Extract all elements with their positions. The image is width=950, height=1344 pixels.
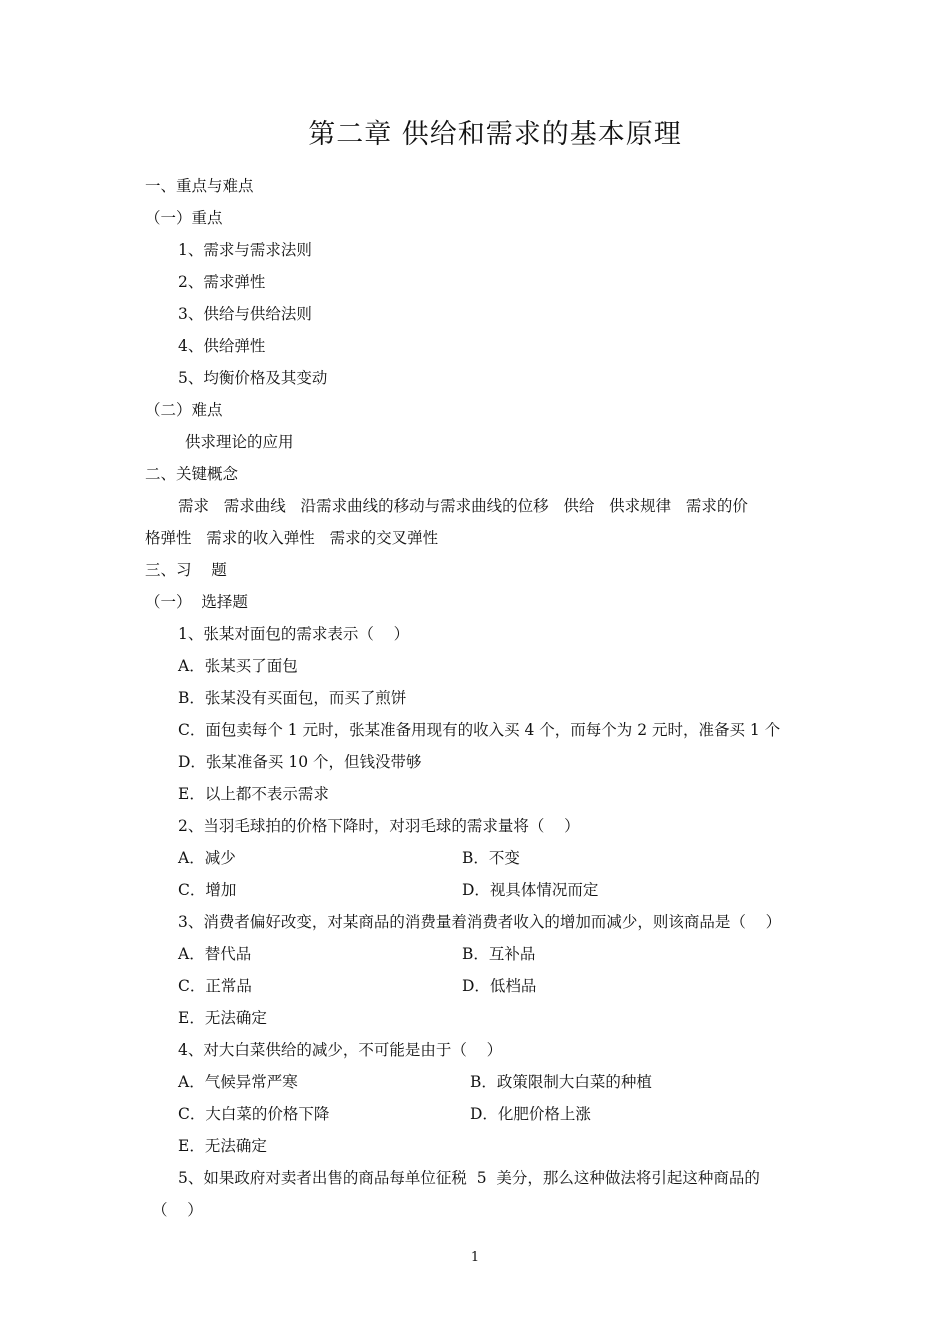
- question-continuation: （ ）: [152, 1201, 203, 1219]
- section-heading: 一、重点与难点: [145, 177, 254, 195]
- subsection-heading: （一） 选择题: [145, 593, 248, 611]
- option: B．张某没有买面包，而买了煎饼: [178, 689, 407, 707]
- option: C．面包卖每个 1 元时，张某准备用现有的收入买 4 个，而每个为 2 元时，准备买 1 个: [178, 721, 781, 739]
- question-stem: 5、如果政府对卖者出售的商品每单位征税 5 美分，那么这种做法将引起这种商品的: [178, 1169, 760, 1187]
- option: B．不变: [462, 849, 520, 867]
- option: A．减少: [178, 849, 236, 867]
- page-number: 1: [470, 1250, 480, 1265]
- section-heading: 三、习 题: [145, 561, 227, 579]
- paragraph: 格弹性 需求的收入弹性 需求的交叉弹性: [145, 529, 439, 547]
- section-heading: 二、关键概念: [145, 465, 239, 483]
- question-stem: 2、当羽毛球拍的价格下降时，对羽毛球的需求量将（ ）: [178, 817, 580, 835]
- chapter-title: 第二章 供给和需求的基本原理: [308, 119, 682, 150]
- list-item: 5、均衡价格及其变动: [178, 369, 328, 387]
- option: E．以上都不表示需求: [178, 785, 329, 803]
- option: C．正常品: [178, 977, 252, 995]
- paragraph: 需求 需求曲线 沿需求曲线的移动与需求曲线的位移 供给 供求规律 需求的价: [178, 497, 748, 515]
- subsection-heading: （一）重点: [145, 209, 223, 227]
- list-item: 1、需求与需求法则: [178, 241, 312, 259]
- list-item: 2、需求弹性: [178, 273, 266, 291]
- option: D．视具体情况而定: [462, 881, 599, 899]
- option: D．低档品: [462, 977, 537, 995]
- option: B．互补品: [462, 945, 536, 963]
- option: A．张某买了面包: [178, 657, 298, 675]
- question-stem: 4、对大白菜供给的减少，不可能是由于（ ）: [178, 1041, 503, 1059]
- paragraph: 供求理论的应用: [185, 433, 294, 451]
- list-item: 3、供给与供给法则: [178, 305, 312, 323]
- question-stem: 3、消费者偏好改变，对某商品的消费量着消费者收入的增加而减少，则该商品是（ ）: [178, 913, 782, 931]
- option: D．张某准备买 10 个，但钱没带够: [178, 753, 422, 771]
- question-stem: 1、张某对面包的需求表示（ ）: [178, 625, 410, 643]
- option: A．替代品: [178, 945, 252, 963]
- option: E．无法确定: [178, 1137, 267, 1155]
- option: C．大白菜的价格下降: [178, 1105, 330, 1123]
- option: B．政策限制大白菜的种植: [470, 1073, 652, 1091]
- list-item: 4、供给弹性: [178, 337, 266, 355]
- subsection-heading: （二）难点: [145, 401, 223, 419]
- option: D．化肥价格上涨: [470, 1105, 591, 1123]
- option: C．增加: [178, 881, 237, 899]
- option: A．气候异常严寒: [178, 1073, 298, 1091]
- option: E．无法确定: [178, 1009, 267, 1027]
